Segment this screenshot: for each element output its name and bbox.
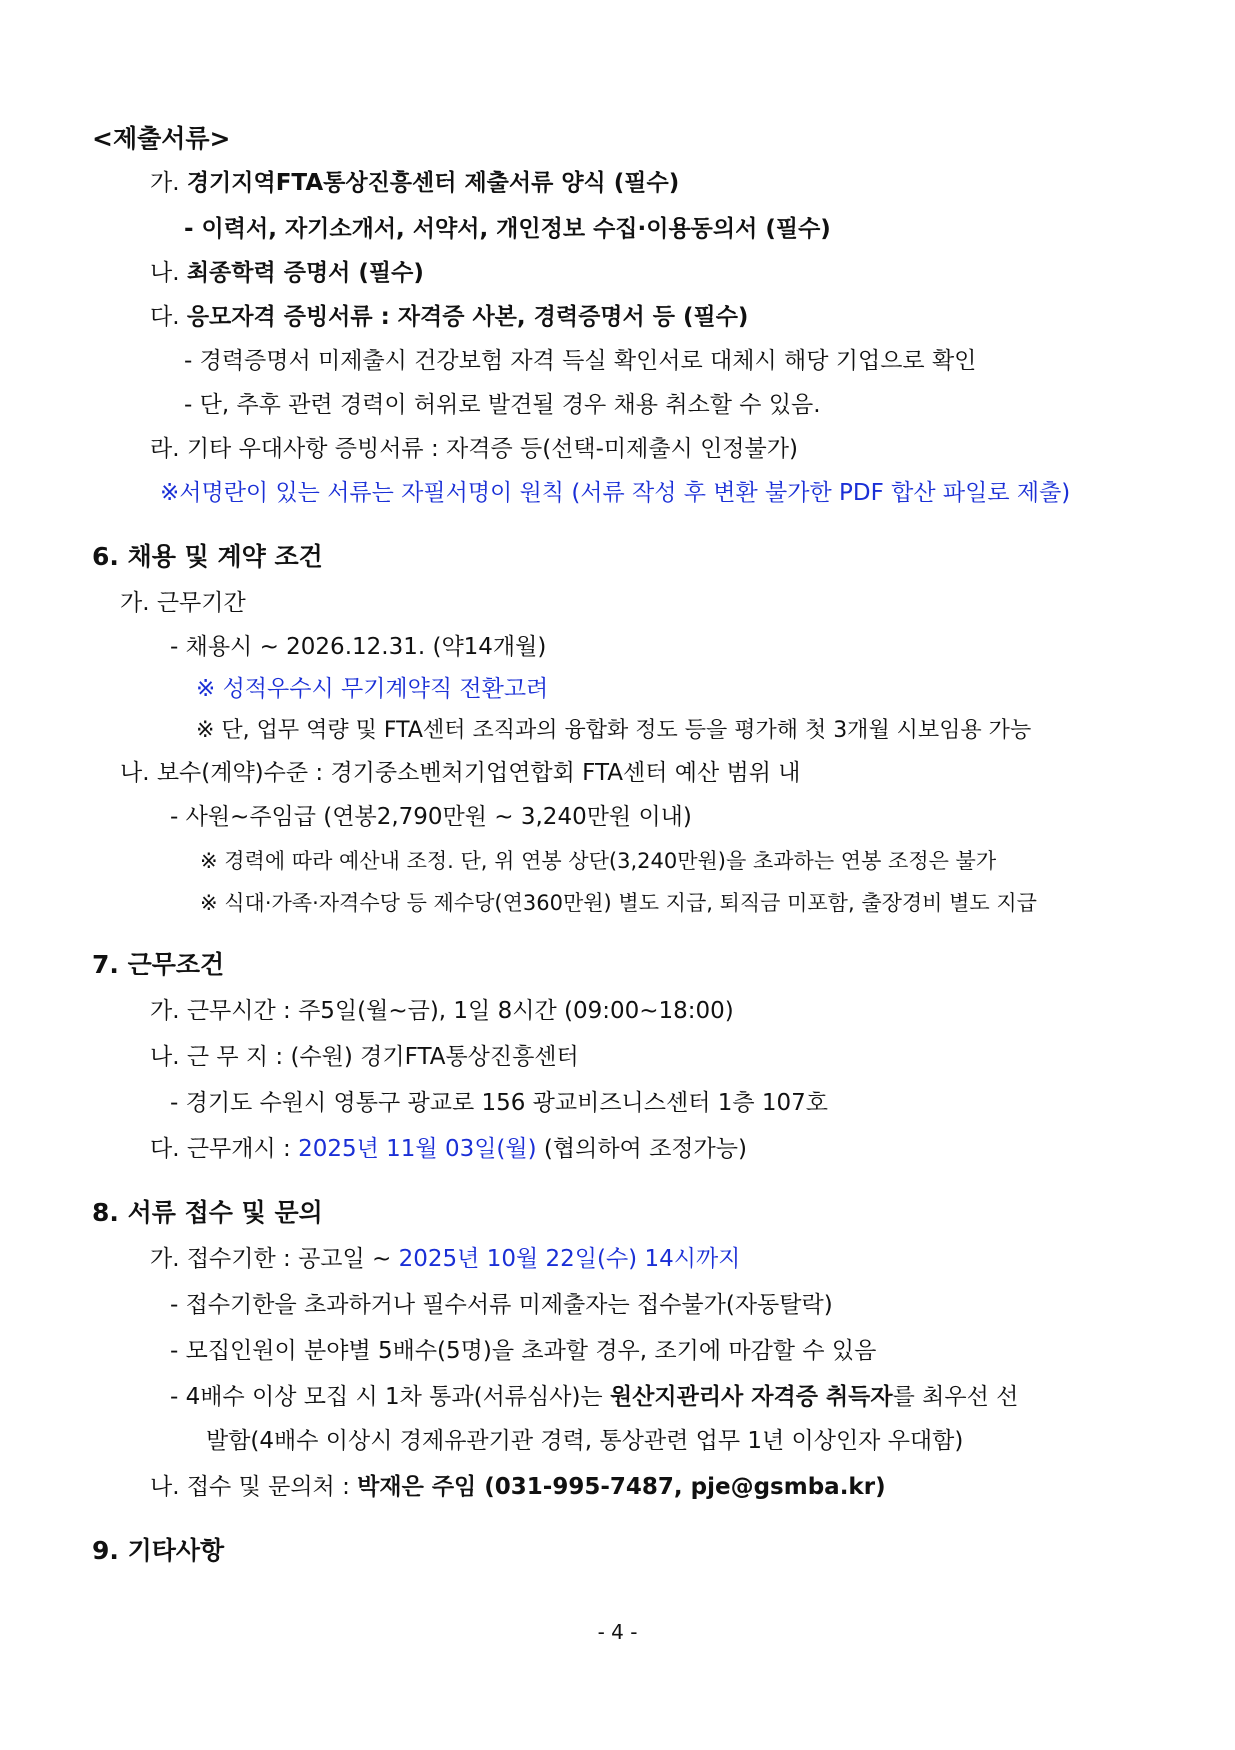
s6-item-ga: 가. 근무기간 — [120, 590, 246, 616]
docs-item-ga — [150, 168, 679, 198]
section-7-heading: 7. 근무조건 — [92, 950, 225, 979]
docs-item-na-prefix: 나. — [150, 260, 187, 286]
s8-item-ga-sub1: - 접수기한을 초과하거나 필수서류 미제출자는 접수불가(자동탈락) — [170, 1292, 833, 1318]
s6-item-na: 나. 보수(계약)수준 : 경기중소벤처기업연합회 FTA센터 예산 범위 내 — [120, 760, 801, 786]
section-9-heading: 9. 기타사항 — [92, 1536, 225, 1565]
s8-item-ga-sub3-c: 를 최우선 선 — [892, 1384, 1019, 1410]
s8-item-ga-sub3-cont: 발함(4배수 이상시 경제유관기관 경력, 통상관련 업무 1년 이상인자 우대함) — [206, 1428, 964, 1454]
docs-item-na — [150, 258, 424, 288]
s6-item-na-note1: ※ 경력에 따라 예산내 조정. 단, 위 연봉 상단(3,240만원)을 초과하는 연봉 조정은 불가 — [200, 849, 997, 873]
s7-item-da-prefix: 다. 근무개시 : — [150, 1136, 299, 1162]
s7-item-na: 나. 근 무 지 : (수원) 경기FTA통상진흥센터 — [150, 1044, 579, 1070]
docs-item-da — [150, 302, 748, 332]
docs-item-ra: 라. 기타 우대사항 증빙서류 : 자격증 등(선택-미제출시 인정불가) — [150, 436, 798, 462]
submission-docs-heading: <제출서류> — [92, 124, 231, 153]
s8-item-ga-prefix: 가. 접수기한 : 공고일 ~ — [150, 1246, 399, 1272]
section-8-heading: 8. 서류 접수 및 문의 — [92, 1198, 323, 1227]
docs-item-ga-sub: - 이력서, 자기소개서, 서약서, 개인정보 수집·이용동의서 (필수) — [184, 216, 831, 242]
docs-item-ga-prefix: 가. — [150, 170, 187, 196]
s6-item-na-note2: ※ 식대·가족·자격수당 등 제수당(연360만원) 별도 지급, 퇴직금 미포함, 출장경비 별도 지급 — [200, 891, 1037, 915]
docs-item-da-text: 응모자격 증빙서류 : 자격증 사본, 경력증명서 등 (필수) — [186, 304, 749, 330]
s8-item-ga-sub3-a: - 4배수 이상 모집 시 1차 통과(서류심사)는 — [170, 1384, 610, 1410]
s8-item-na — [150, 1472, 886, 1502]
s7-item-da — [150, 1134, 747, 1164]
s7-item-da-suffix: (협의하여 조정가능) — [536, 1136, 747, 1162]
s8-item-ga-sub3-b: 원산지관리사 자격증 취득자 — [609, 1384, 893, 1410]
s6-item-ga-note1: ※ 성적우수시 무기계약직 전환고려 — [196, 676, 549, 702]
s7-item-na-sub: - 경기도 수원시 영통구 광교로 156 광교비즈니스센터 1층 107호 — [170, 1090, 829, 1116]
s8-deadline-date: 2025년 10월 22일(수) 14시까지 — [398, 1246, 741, 1272]
docs-item-da-sub2: - 단, 추후 관련 경력이 허위로 발견될 경우 채용 취소할 수 있음. — [184, 392, 821, 418]
s8-item-ga-sub2: - 모집인원이 분야별 5배수(5명)을 초과할 경우, 조기에 마감할 수 있음 — [170, 1338, 877, 1364]
page-number: - 4 - — [597, 1620, 638, 1644]
s8-contact: 박재은 주임 (031-995-7487, pje@gsmba.kr) — [357, 1474, 886, 1500]
s8-item-ga — [150, 1244, 740, 1274]
s6-item-na-sub: - 사원~주임급 (연봉2,790만원 ~ 3,240만원 이내) — [170, 804, 692, 830]
docs-item-da-sub1: - 경력증명서 미제출시 건강보험 자격 득실 확인서로 대체시 해당 기업으로 확인 — [184, 348, 977, 374]
docs-item-ga-text: 경기지역FTA통상진흥센터 제출서류 양식 (필수) — [186, 170, 680, 196]
s8-item-ga-sub3 — [170, 1382, 1018, 1412]
s7-start-date: 2025년 11월 03일(월) — [298, 1136, 537, 1162]
docs-item-na-text: 최종학력 증명서 (필수) — [186, 260, 424, 286]
docs-signature-note: ※서명란이 있는 서류는 자필서명이 원칙 (서류 작성 후 변환 불가한 PDF 합산 파일로 제출) — [160, 480, 1071, 506]
s8-item-na-prefix: 나. 접수 및 문의처 : — [150, 1474, 358, 1500]
s6-item-ga-note2: ※ 단, 업무 역량 및 FTA센터 조직과의 융합화 정도 등을 평가해 첫 3개월 시보임용 가능 — [196, 718, 1032, 743]
s7-item-ga: 가. 근무시간 : 주5일(월~금), 1일 8시간 (09:00~18:00) — [150, 998, 734, 1024]
docs-item-da-prefix: 다. — [150, 304, 187, 330]
section-6-heading: 6. 채용 및 계약 조건 — [92, 542, 323, 571]
s6-item-ga-sub: - 채용시 ~ 2026.12.31. (약14개월) — [170, 634, 547, 660]
